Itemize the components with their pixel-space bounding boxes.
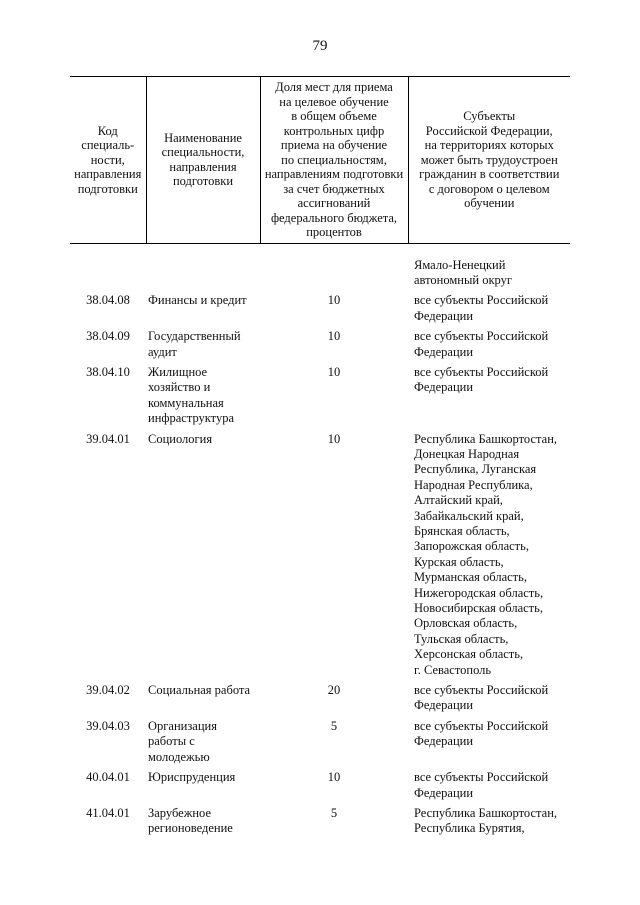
cell-regions <box>408 243 570 293</box>
cell-regions-line: Запорожская область, <box>414 539 529 554</box>
cell-name-line: Социология <box>148 431 213 446</box>
cell-regions-line: Забайкальский край, <box>414 508 524 523</box>
header-name <box>146 77 260 244</box>
cell-regions-line: Республика Бурятия, <box>414 821 525 836</box>
header-name-line: специальности, <box>161 145 245 160</box>
header-code-line: специаль- <box>81 138 135 152</box>
cell-share: 10 <box>327 431 341 446</box>
table-row <box>70 243 570 293</box>
header-share-line: процентов <box>306 225 362 239</box>
header-regions <box>408 77 570 244</box>
cell-name <box>146 329 260 365</box>
header-share-line: по специальностям, <box>281 152 387 167</box>
cell-name <box>146 293 260 329</box>
cell-share: 10 <box>327 329 341 344</box>
header-code-line: подготовки <box>77 181 138 196</box>
header-code-line: ности, <box>90 152 125 167</box>
cell-regions-line: Орловская область, <box>414 616 518 631</box>
cell-share: 10 <box>327 293 341 308</box>
cell-regions-line: Федерации <box>414 380 474 395</box>
header-code <box>70 77 146 244</box>
cell-regions-line: г. Севастополь <box>414 662 492 677</box>
cell-name-line: молодежью <box>148 749 210 764</box>
cell-regions-line: Республика Башкортостан, <box>414 431 558 446</box>
cell-code: 38.04.08 <box>86 293 130 308</box>
cell-regions <box>408 329 570 365</box>
header-code-line: Код <box>97 123 118 138</box>
cell-name-line: регионоведение <box>148 821 233 836</box>
header-regions-line: Российской Федерации, <box>425 123 553 138</box>
cell-regions-line: Тульская область, <box>414 631 509 646</box>
targeted-training-table-container <box>70 76 570 842</box>
table-row <box>70 719 570 770</box>
header-share-line: направлениям подготовки <box>264 167 404 181</box>
cell-regions <box>408 719 570 770</box>
cell-regions-line: Республика, Луганская <box>414 462 537 477</box>
cell-regions-line: все субъекты Российской <box>414 718 549 733</box>
cell-name <box>146 770 260 806</box>
cell-regions-line: Донецкая Народная <box>414 446 520 461</box>
header-regions-line: Субъекты <box>463 109 516 123</box>
header-share-line: ассигнований <box>297 196 371 210</box>
page-number: 79 <box>312 38 328 54</box>
header-share-line: приема на обучение <box>280 138 388 152</box>
cell-regions-line: Брянская область, <box>414 524 510 538</box>
header-share-line: контрольных цифр <box>283 123 385 138</box>
cell-name-line: Зарубежное <box>148 805 212 820</box>
cell-name <box>146 719 260 770</box>
cell-regions-line: все субъекты Российской <box>414 293 549 308</box>
cell-regions-line: Новосибирская область, <box>414 601 543 616</box>
targeted-training-table <box>70 76 570 842</box>
cell-share: 5 <box>330 805 338 820</box>
header-share-line: федерального бюджета, <box>270 210 398 225</box>
cell-regions-line: Херсонская область, <box>414 647 524 662</box>
cell-code: 41.04.01 <box>86 805 130 820</box>
table-row <box>70 770 570 806</box>
cell-regions-line: Федерации <box>414 308 474 323</box>
cell-regions <box>408 683 570 719</box>
header-code-line: направления <box>74 167 142 181</box>
table-row <box>70 365 570 432</box>
header-name-line: подготовки <box>172 174 234 189</box>
cell-code: 38.04.10 <box>86 364 130 379</box>
cell-code: 38.04.09 <box>86 329 130 344</box>
cell-regions <box>408 432 570 684</box>
cell-code: 39.04.01 <box>86 431 130 446</box>
cell-regions-line: Ямало-Ненецкий <box>414 257 506 272</box>
table-header-row <box>70 77 570 244</box>
cell-regions-line: Федерации <box>414 785 474 800</box>
cell-share <box>260 243 408 293</box>
cell-share: 10 <box>327 364 341 379</box>
cell-regions <box>408 770 570 806</box>
cell-regions-line: все субъекты Российской <box>414 329 549 344</box>
header-regions-line: с договором о целевом <box>428 181 550 196</box>
header-name-line: направления <box>169 159 237 174</box>
cell-regions-line: автономный округ <box>414 272 512 287</box>
table-row <box>70 329 570 365</box>
header-share-line: в общем объеме <box>291 109 377 123</box>
cell-regions-line: Алтайский край, <box>414 493 503 508</box>
cell-name <box>146 432 260 684</box>
cell-name-line: Жилищное <box>148 364 208 379</box>
cell-regions <box>408 365 570 432</box>
cell-name-line: Организация <box>148 718 217 733</box>
cell-name <box>146 806 260 842</box>
header-regions-line: может быть трудоустроен <box>420 152 558 167</box>
cell-share: 20 <box>327 683 341 698</box>
header-share <box>260 77 408 244</box>
cell-name-line: Социальная работа <box>148 683 251 698</box>
cell-name-line: Юриспруденция <box>148 770 236 785</box>
cell-regions <box>408 806 570 842</box>
header-regions-line: гражданин в соответствии <box>419 167 560 181</box>
cell-name-line: аудит <box>148 344 177 359</box>
cell-regions-line: все субъекты Российской <box>414 364 549 379</box>
cell-regions-line: Народная Республика, <box>414 477 533 492</box>
cell-regions-line: все субъекты Российской <box>414 683 549 698</box>
cell-regions-line: Федерации <box>414 344 474 359</box>
cell-regions-line: Федерации <box>414 698 474 713</box>
cell-name-line: Финансы и кредит <box>148 293 247 308</box>
table-row <box>70 806 570 842</box>
header-share-line: на целевое обучение <box>279 94 389 109</box>
cell-name-line: инфраструктура <box>148 411 235 426</box>
cell-share: 5 <box>330 718 338 733</box>
cell-name <box>146 365 260 432</box>
table-row <box>70 683 570 719</box>
cell-name-line: хозяйство и <box>148 380 211 395</box>
cell-regions <box>408 293 570 329</box>
cell-code: 39.04.02 <box>86 683 130 698</box>
cell-regions-line: Мурманская область, <box>414 570 527 585</box>
cell-code: 40.04.01 <box>86 770 130 785</box>
header-share-line: Доля мест для приема <box>275 80 393 94</box>
table-body <box>70 243 570 842</box>
cell-regions-line: Курская область, <box>414 554 504 569</box>
cell-name-line: работы с <box>148 734 195 749</box>
header-share-line: за счет бюджетных <box>283 181 385 196</box>
cell-name <box>146 243 260 293</box>
cell-name-line: коммунальная <box>148 395 224 410</box>
cell-regions-line: все субъекты Российской <box>414 770 549 785</box>
header-regions-line: на территориях которых <box>424 138 554 152</box>
cell-regions-line: Нижегородская область, <box>414 585 544 600</box>
header-regions-line: обучении <box>464 196 515 210</box>
cell-code <box>70 243 146 293</box>
cell-share: 10 <box>327 770 341 785</box>
cell-regions-line: Республика Башкортостан, <box>414 805 558 820</box>
table-row <box>70 432 570 684</box>
cell-code: 39.04.03 <box>86 718 130 733</box>
cell-name <box>146 683 260 719</box>
table-row <box>70 293 570 329</box>
cell-regions-line: Федерации <box>414 734 474 749</box>
header-name-line: Наименование <box>164 130 242 145</box>
cell-name-line: Государственный <box>148 329 241 344</box>
